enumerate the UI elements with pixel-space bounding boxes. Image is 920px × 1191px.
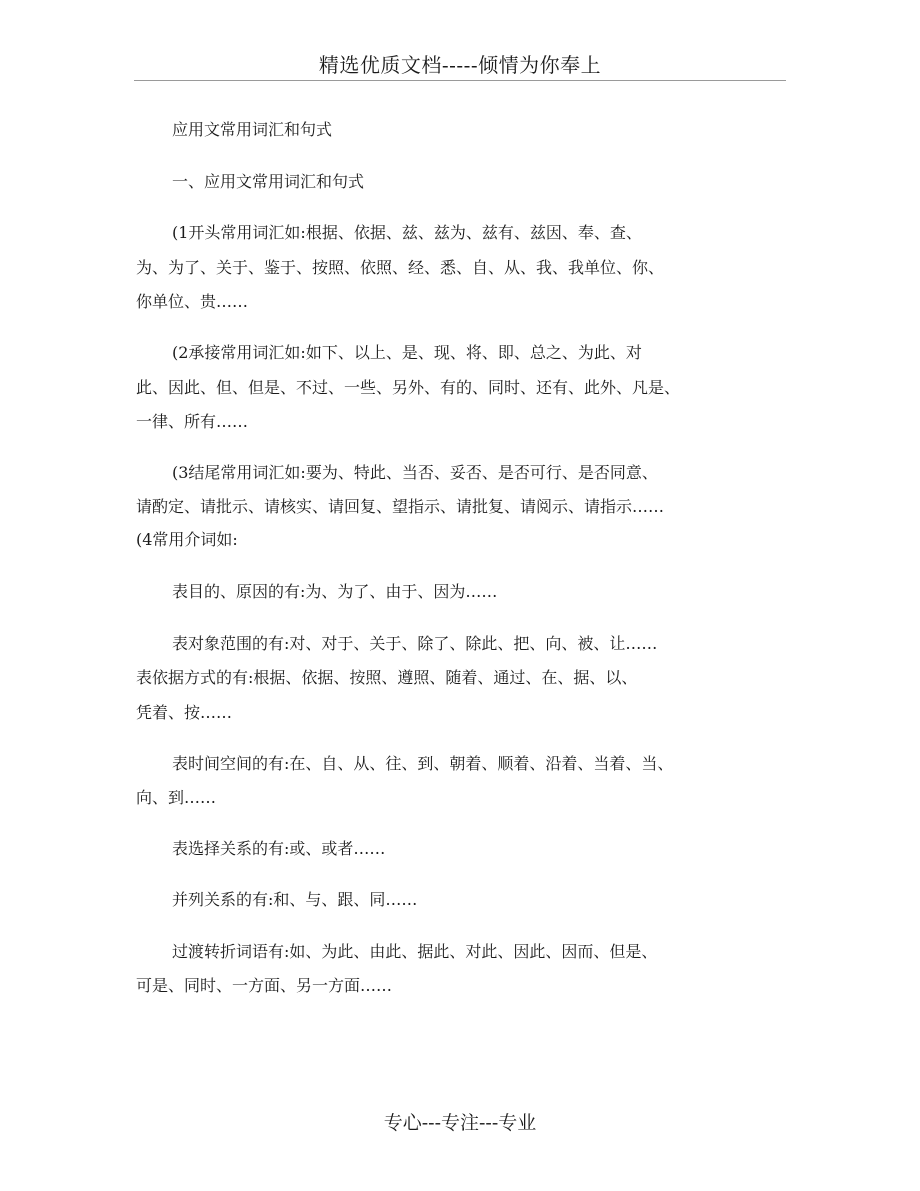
paragraph-line: (3结尾常用词汇如:要为、特此、当否、妥否、是否可行、是否同意、 bbox=[172, 463, 658, 482]
header-title: 精选优质文档-----倾情为你奉上 bbox=[318, 53, 602, 77]
paragraph-line: 表选择关系的有:或、或者…… bbox=[172, 839, 386, 858]
paragraph-line: 一律、所有…… bbox=[136, 412, 249, 431]
paragraph-line: 为、为了、关于、鉴于、按照、依照、经、悉、自、从、我、我单位、你、 bbox=[136, 258, 665, 277]
paragraph-line: 此、因此、但、但是、不过、一些、另外、有的、同时、还有、此外、凡是、 bbox=[136, 378, 681, 397]
paragraph-line: 表目的、原因的有:为、为了、由于、因为…… bbox=[172, 582, 498, 601]
paragraph-line: 表依据方式的有:根据、依据、按照、遵照、随着、通过、在、据、以、 bbox=[136, 668, 638, 687]
page-footer bbox=[0, 1110, 920, 1136]
paragraph-line: 可是、同时、一方面、另一方面…… bbox=[136, 976, 393, 995]
section-heading: 一、应用文常用词汇和句式 bbox=[172, 172, 365, 191]
paragraph-line: 表对象范围的有:对、对于、关于、除了、除此、把、向、被、让…… bbox=[172, 634, 658, 653]
paragraph-line: 表时间空间的有:在、自、从、往、到、朝着、顺着、沿着、当着、当、 bbox=[172, 754, 674, 773]
paragraph-line: 凭着、按…… bbox=[136, 703, 233, 722]
paragraph-line: 并列关系的有:和、与、跟、同…… bbox=[172, 890, 418, 909]
page-header bbox=[134, 50, 786, 81]
paragraph-line: 向、到…… bbox=[136, 788, 217, 807]
paragraph-line: (1开头常用词汇如:根据、依据、兹、兹为、兹有、兹因、奉、查、 bbox=[172, 223, 642, 242]
paragraph-line: 你单位、贵…… bbox=[136, 292, 249, 311]
paragraph-line: 过渡转折词语有:如、为此、由此、据此、对此、因此、因而、但是、 bbox=[172, 942, 658, 961]
paragraph-line: (2承接常用词汇如:如下、以上、是、现、将、即、总之、为此、对 bbox=[172, 343, 642, 362]
document-title: 应用文常用词汇和句式 bbox=[172, 120, 333, 139]
paragraph-line: (4常用介词如: bbox=[136, 530, 238, 549]
footer-text: 专心---专注---专业 bbox=[383, 1112, 537, 1134]
paragraph-line: 请酌定、请批示、请核实、请回复、望指示、请批复、请阅示、请指示…… bbox=[136, 497, 665, 516]
